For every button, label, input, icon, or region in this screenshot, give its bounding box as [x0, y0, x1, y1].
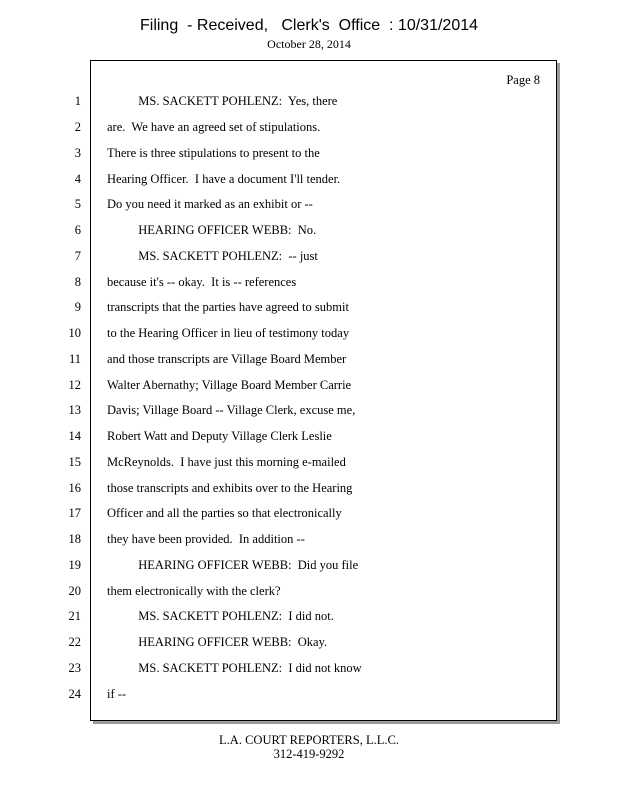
reporter-footer [0, 733, 618, 761]
line-number: 21 [68, 609, 81, 623]
line-number: 15 [68, 455, 81, 469]
line-text: and those transcripts are Village Board Member [107, 352, 347, 366]
filing-stamp: Filing - Received, Clerk's Office : 10/31/2014 [139, 17, 479, 34]
line-text: Walter Abernathy; Village Board Member Carrie [107, 378, 352, 392]
line-text: they have been provided. In addition -- [107, 532, 305, 546]
line-number: 11 [68, 352, 81, 366]
line-text: HEARING OFFICER WEBB: Okay. [107, 635, 328, 649]
line-number: 17 [68, 506, 81, 520]
line-text: are. We have an agreed set of stipulations. [107, 120, 321, 134]
line-number: 8 [74, 275, 81, 289]
line-number: 3 [74, 146, 81, 160]
line-text: Robert Watt and Deputy Village Clerk Leslie [107, 429, 332, 443]
line-number: 16 [68, 481, 81, 495]
line-text: those transcripts and exhibits over to the Hearing [107, 481, 353, 495]
line-number: 2 [74, 120, 81, 134]
hearing-date: October 28, 2014 [267, 37, 351, 51]
line-text: Do you need it marked as an exhibit or -- [107, 197, 313, 211]
line-text: MS. SACKETT POHLENZ: I did not. [107, 609, 334, 623]
line-number: 5 [74, 197, 81, 211]
line-number: 13 [68, 403, 81, 417]
line-number: 6 [74, 223, 81, 237]
line-text: There is three stipulations to present to the [107, 146, 320, 160]
line-text: MS. SACKETT POHLENZ: Yes, there [107, 94, 338, 108]
line-text: Davis; Village Board -- Village Clerk, excuse me, [107, 403, 356, 417]
line-number: 7 [74, 249, 81, 263]
line-number: 1 [74, 94, 81, 108]
line-text: because it's -- okay. It is -- references [107, 275, 297, 289]
line-text: them electronically with the clerk? [107, 584, 281, 598]
line-text: McReynolds. I have just this morning e-mailed [107, 455, 346, 469]
line-number: 10 [68, 326, 81, 340]
line-text: Hearing Officer. I have a document I'll tender. [107, 172, 341, 186]
line-text: if -- [107, 687, 127, 701]
line-number: 20 [68, 584, 81, 598]
line-number: 19 [68, 558, 81, 572]
line-text: to the Hearing Officer in lieu of testimony today [107, 326, 350, 340]
line-text: Officer and all the parties so that electronically [107, 506, 342, 520]
reporter-company: L.A. COURT REPORTERS, L.L.C. [219, 733, 399, 747]
line-number: 14 [68, 429, 81, 443]
line-text: HEARING OFFICER WEBB: No. [107, 223, 317, 237]
page-number: Page 8 [506, 73, 540, 87]
line-number: 9 [74, 300, 81, 314]
line-number: 24 [68, 687, 81, 701]
line-number: 18 [68, 532, 81, 546]
line-text: transcripts that the parties have agreed to submit [107, 300, 349, 314]
line-number: 22 [68, 635, 81, 649]
line-text: MS. SACKETT POHLENZ: -- just [107, 249, 318, 263]
line-number: 12 [68, 378, 81, 392]
line-text: MS. SACKETT POHLENZ: I did not know [107, 661, 362, 675]
reporter-phone: 312-419-9292 [273, 747, 345, 761]
line-text: HEARING OFFICER WEBB: Did you file [107, 558, 359, 572]
line-number: 4 [74, 172, 81, 186]
line-number: 23 [68, 661, 81, 675]
